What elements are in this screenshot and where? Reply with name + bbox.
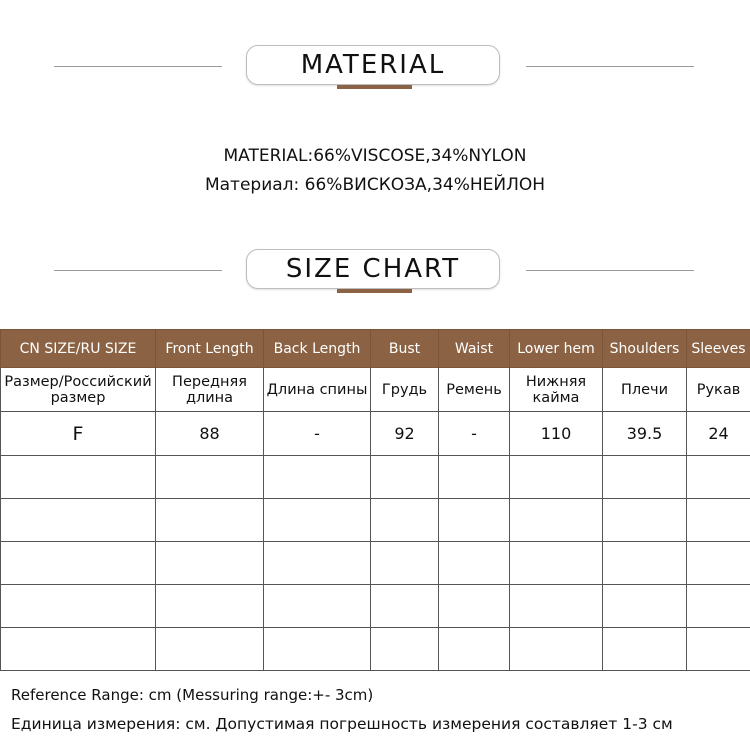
empty-cell bbox=[156, 628, 264, 671]
header-cell: CN SIZE/RU SIZE bbox=[1, 330, 156, 368]
size-chart-section-header bbox=[0, 249, 750, 293]
empty-cell bbox=[371, 499, 439, 542]
material-composition-en: MATERIAL:66%VISCOSE,34%NYLON bbox=[223, 146, 527, 166]
size-chart-table bbox=[0, 329, 750, 671]
empty-cell bbox=[371, 628, 439, 671]
empty-row bbox=[1, 628, 750, 671]
empty-row bbox=[1, 542, 750, 585]
empty-row bbox=[1, 585, 750, 628]
header-row-en bbox=[1, 330, 750, 368]
table-row bbox=[1, 412, 750, 456]
material-composition-ru: Материал: 66%ВИСКОЗА,34%НЕЙЛОН bbox=[204, 175, 546, 195]
empty-cell bbox=[439, 542, 510, 585]
header-cell-ru: Грудь bbox=[371, 368, 439, 412]
table-cell: 24 bbox=[687, 412, 750, 456]
empty-cell bbox=[371, 542, 439, 585]
size-chart-title: SIZE CHART bbox=[246, 249, 500, 289]
empty-cell bbox=[687, 499, 750, 542]
table-cell: 88 bbox=[156, 412, 264, 456]
empty-cell bbox=[439, 585, 510, 628]
empty-cell bbox=[1, 628, 156, 671]
header-cell: Front Length bbox=[156, 330, 264, 368]
empty-cell bbox=[1, 456, 156, 499]
header-cell-ru: Рукав bbox=[687, 368, 750, 412]
empty-cell bbox=[603, 499, 687, 542]
empty-cell bbox=[687, 628, 750, 671]
empty-cell bbox=[510, 542, 603, 585]
header-cell-ru: Ремень bbox=[439, 368, 510, 412]
header-row-ru bbox=[1, 368, 750, 412]
title-underline bbox=[337, 85, 412, 89]
empty-cell bbox=[603, 585, 687, 628]
material-section-header bbox=[0, 45, 750, 89]
empty-cell bbox=[1, 499, 156, 542]
material-title: MATERIAL bbox=[246, 45, 500, 85]
header-cell-ru: Плечи bbox=[603, 368, 687, 412]
header-cell: Lower hem bbox=[510, 330, 603, 368]
title-underline bbox=[337, 289, 412, 293]
header-cell: Back Length bbox=[264, 330, 371, 368]
empty-cell bbox=[264, 585, 371, 628]
empty-cell bbox=[264, 499, 371, 542]
header-cell: Bust bbox=[371, 330, 439, 368]
empty-cell bbox=[603, 542, 687, 585]
reference-range-en: Reference Range: cm (Messuring range:+- 3cm) bbox=[11, 686, 374, 704]
empty-cell bbox=[1, 585, 156, 628]
table-cell: - bbox=[264, 412, 371, 456]
empty-cell bbox=[439, 628, 510, 671]
empty-cell bbox=[264, 456, 371, 499]
empty-cell bbox=[603, 456, 687, 499]
header-cell-ru: Передняя длина bbox=[156, 368, 264, 412]
empty-cell bbox=[264, 542, 371, 585]
empty-row bbox=[1, 499, 750, 542]
empty-cell bbox=[510, 585, 603, 628]
empty-cell bbox=[510, 456, 603, 499]
empty-cell bbox=[371, 456, 439, 499]
empty-cell bbox=[687, 456, 750, 499]
table-cell: - bbox=[439, 412, 510, 456]
empty-cell bbox=[687, 542, 750, 585]
size-cell: F bbox=[1, 412, 156, 456]
divider-left bbox=[54, 270, 222, 271]
divider-right bbox=[526, 66, 694, 67]
empty-cell bbox=[371, 585, 439, 628]
header-cell: Sleeves bbox=[687, 330, 750, 368]
empty-cell bbox=[156, 542, 264, 585]
table-cell: 110 bbox=[510, 412, 603, 456]
empty-cell bbox=[439, 499, 510, 542]
table-cell: 39.5 bbox=[603, 412, 687, 456]
empty-cell bbox=[264, 628, 371, 671]
empty-cell bbox=[156, 499, 264, 542]
empty-cell bbox=[1, 542, 156, 585]
header-cell: Waist bbox=[439, 330, 510, 368]
empty-cell bbox=[603, 628, 687, 671]
empty-row bbox=[1, 456, 750, 499]
header-cell-ru: Размер/Российский размер bbox=[1, 368, 156, 412]
empty-cell bbox=[156, 585, 264, 628]
empty-cell bbox=[439, 456, 510, 499]
header-cell-ru: Нижняя кайма bbox=[510, 368, 603, 412]
empty-cell bbox=[687, 585, 750, 628]
divider-right bbox=[526, 270, 694, 271]
divider-left bbox=[54, 66, 222, 67]
table-cell: 92 bbox=[371, 412, 439, 456]
reference-range-ru: Единица измерения: см. Допустимая погрешность измерения составляет 1-3 см bbox=[11, 715, 673, 733]
header-cell-ru: Длина спины bbox=[264, 368, 371, 412]
header-cell: Shoulders bbox=[603, 330, 687, 368]
empty-cell bbox=[510, 499, 603, 542]
empty-cell bbox=[510, 628, 603, 671]
empty-cell bbox=[156, 456, 264, 499]
